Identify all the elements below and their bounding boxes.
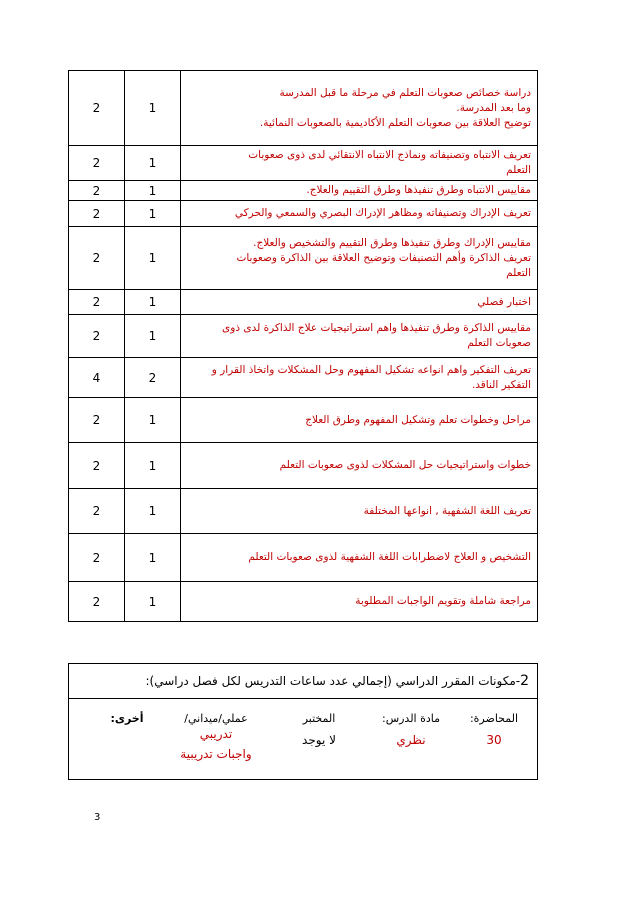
contact-hours-cell: 2 [69,181,125,201]
practical-cell [171,698,261,780]
topic-row [69,582,538,622]
contact-hours-cell: 2 [69,290,125,315]
topic-cell [181,582,538,622]
topic-line: التعلم [506,266,531,279]
topic-line: مراحل وخطوات تعلم وتشكيل المفهوم وطرق العلاج [305,413,531,426]
topic-row [69,398,538,443]
topic-line: تعريف اللغة الشفهية , انواعها المختلفة [363,504,531,517]
topic-row [69,181,538,201]
practical-value-1: تدريبي [199,727,233,741]
contact-hours-cell: 2 [69,398,125,443]
topic-line: توضيح العلاقة بين صعوبات التعلم الأكاديمية بالصعوبات النمائية. [259,116,531,129]
weeks-cell: 1 [125,201,181,227]
topics-table [68,70,538,622]
topic-cell [181,201,538,227]
topic-line: التفكير الناقد. [471,378,531,391]
topic-row [69,146,538,181]
topic-cell [181,489,538,534]
weeks-cell: 1 [125,146,181,181]
weeks-cell: 1 [125,398,181,443]
topic-line: مقاييس الانتباه وطرق تنفيذها وطرق التقييم والعلاج. [306,184,531,196]
topic-line: مقاييس الذاكرة وطرق تنفيذها واهم استراتيجيات علاج الذاكرة لدى ذوى [222,322,531,334]
contact-hours-cell: 2 [69,489,125,534]
topic-row [69,534,538,582]
topic-line: تعريف الإدراك وتصنيفاته ومظاهر الإدراك البصري والسمعي والحركي [234,207,531,219]
weeks-cell: 1 [125,315,181,358]
lesson-label: مادة الدرس: [381,712,441,725]
topic-row [69,489,538,534]
topic-cell [181,146,538,181]
topic-row [69,71,538,146]
section-number: 2 [520,673,529,689]
lab-cell [279,698,359,780]
other-label: أخرى: [110,712,144,725]
topic-line: التشخيص و العلاج لاضطرابات اللغة الشفهية لذوى صعوبات التعلم [248,551,531,563]
topic-line: تعريف التفكير واهم انواعه تشكيل المفهوم وحل المشكلات واتخاذ القرار و [211,363,531,376]
topic-line: تعريف الذاكرة وأهم التصنيفات وتوضيح العلاقة بين الذاكرة وصعوبات [236,251,531,264]
topic-cell [181,181,538,201]
contact-hours-cell: 2 [69,227,125,290]
weeks-cell: 2 [125,358,181,398]
weeks-cell: 1 [125,71,181,146]
topic-line: مراجعة شاملة وتقويم الواجبات المطلوبة [355,595,531,607]
page-number: 3 [94,812,101,823]
lecture-cell [459,698,529,780]
topic-line: خطوات واستراتيجيات حل المشكلات لذوى صعوبات التعلم [279,459,531,471]
lecture-label: المحاضرة: [469,712,519,725]
topic-cell [181,315,538,358]
other-cell [97,698,157,780]
topic-row [69,227,538,290]
topic-row [69,358,538,398]
lab-label: المختبر [302,712,336,725]
practical-label: عملي/ميداني/ [184,712,248,725]
topic-cell [181,290,538,315]
topic-line: صعوبات التعلم [467,337,531,349]
weeks-cell: 1 [125,489,181,534]
lesson-value: نظري [396,733,426,747]
contact-hours-cell: 2 [69,201,125,227]
weeks-cell: 1 [125,181,181,201]
topic-line: التعلم [506,164,531,176]
weeks-cell: 1 [125,290,181,315]
topic-row [69,201,538,227]
topic-cell [181,398,538,443]
lecture-value: 30 [486,733,502,747]
topic-row [69,315,538,358]
weeks-cell: 1 [125,443,181,489]
topic-row [69,290,538,315]
topic-line: مقاييس الإدراك وطرق تنفيذها وطرق التقييم والتشخيص والعلاج. [253,236,531,249]
topic-cell [181,443,538,489]
topic-cell [181,227,538,290]
topic-line: وما بعد المدرسة. [456,101,531,114]
topic-cell [181,534,538,582]
contact-hours-cell: 2 [69,582,125,622]
lesson-cell [373,698,449,780]
topic-line: تعريف الانتباه وتصنيفاته ونماذج الانتباه الانتقائي لدى ذوى صعوبات [248,149,531,161]
contact-hours-cell: 2 [69,315,125,358]
contact-hours-cell: 2 [69,71,125,146]
topic-cell [181,71,538,146]
weeks-cell: 1 [125,582,181,622]
contact-hours-cell: 2 [69,146,125,181]
weeks-cell: 1 [125,534,181,582]
contact-hours-cell: 4 [69,358,125,398]
lab-value: لا يوجد [302,733,336,747]
topic-cell [181,358,538,398]
components-row [68,698,538,780]
topic-line: اختبار فصلي [477,295,531,308]
practical-value-2: واجبات تدريبية [180,747,252,761]
components-heading [68,663,538,699]
contact-hours-cell: 2 [69,534,125,582]
contact-hours-cell: 2 [69,443,125,489]
topic-line: دراسة خصائص صعوبات التعلم في مرحلة ما قبل المدرسة [279,86,531,99]
topic-row [69,443,538,489]
weeks-cell: 1 [125,227,181,290]
section-title: -مكونات المقرر الدراسي (إجمالي عدد ساعات التدريس لكل فصل دراسي): [145,674,521,688]
